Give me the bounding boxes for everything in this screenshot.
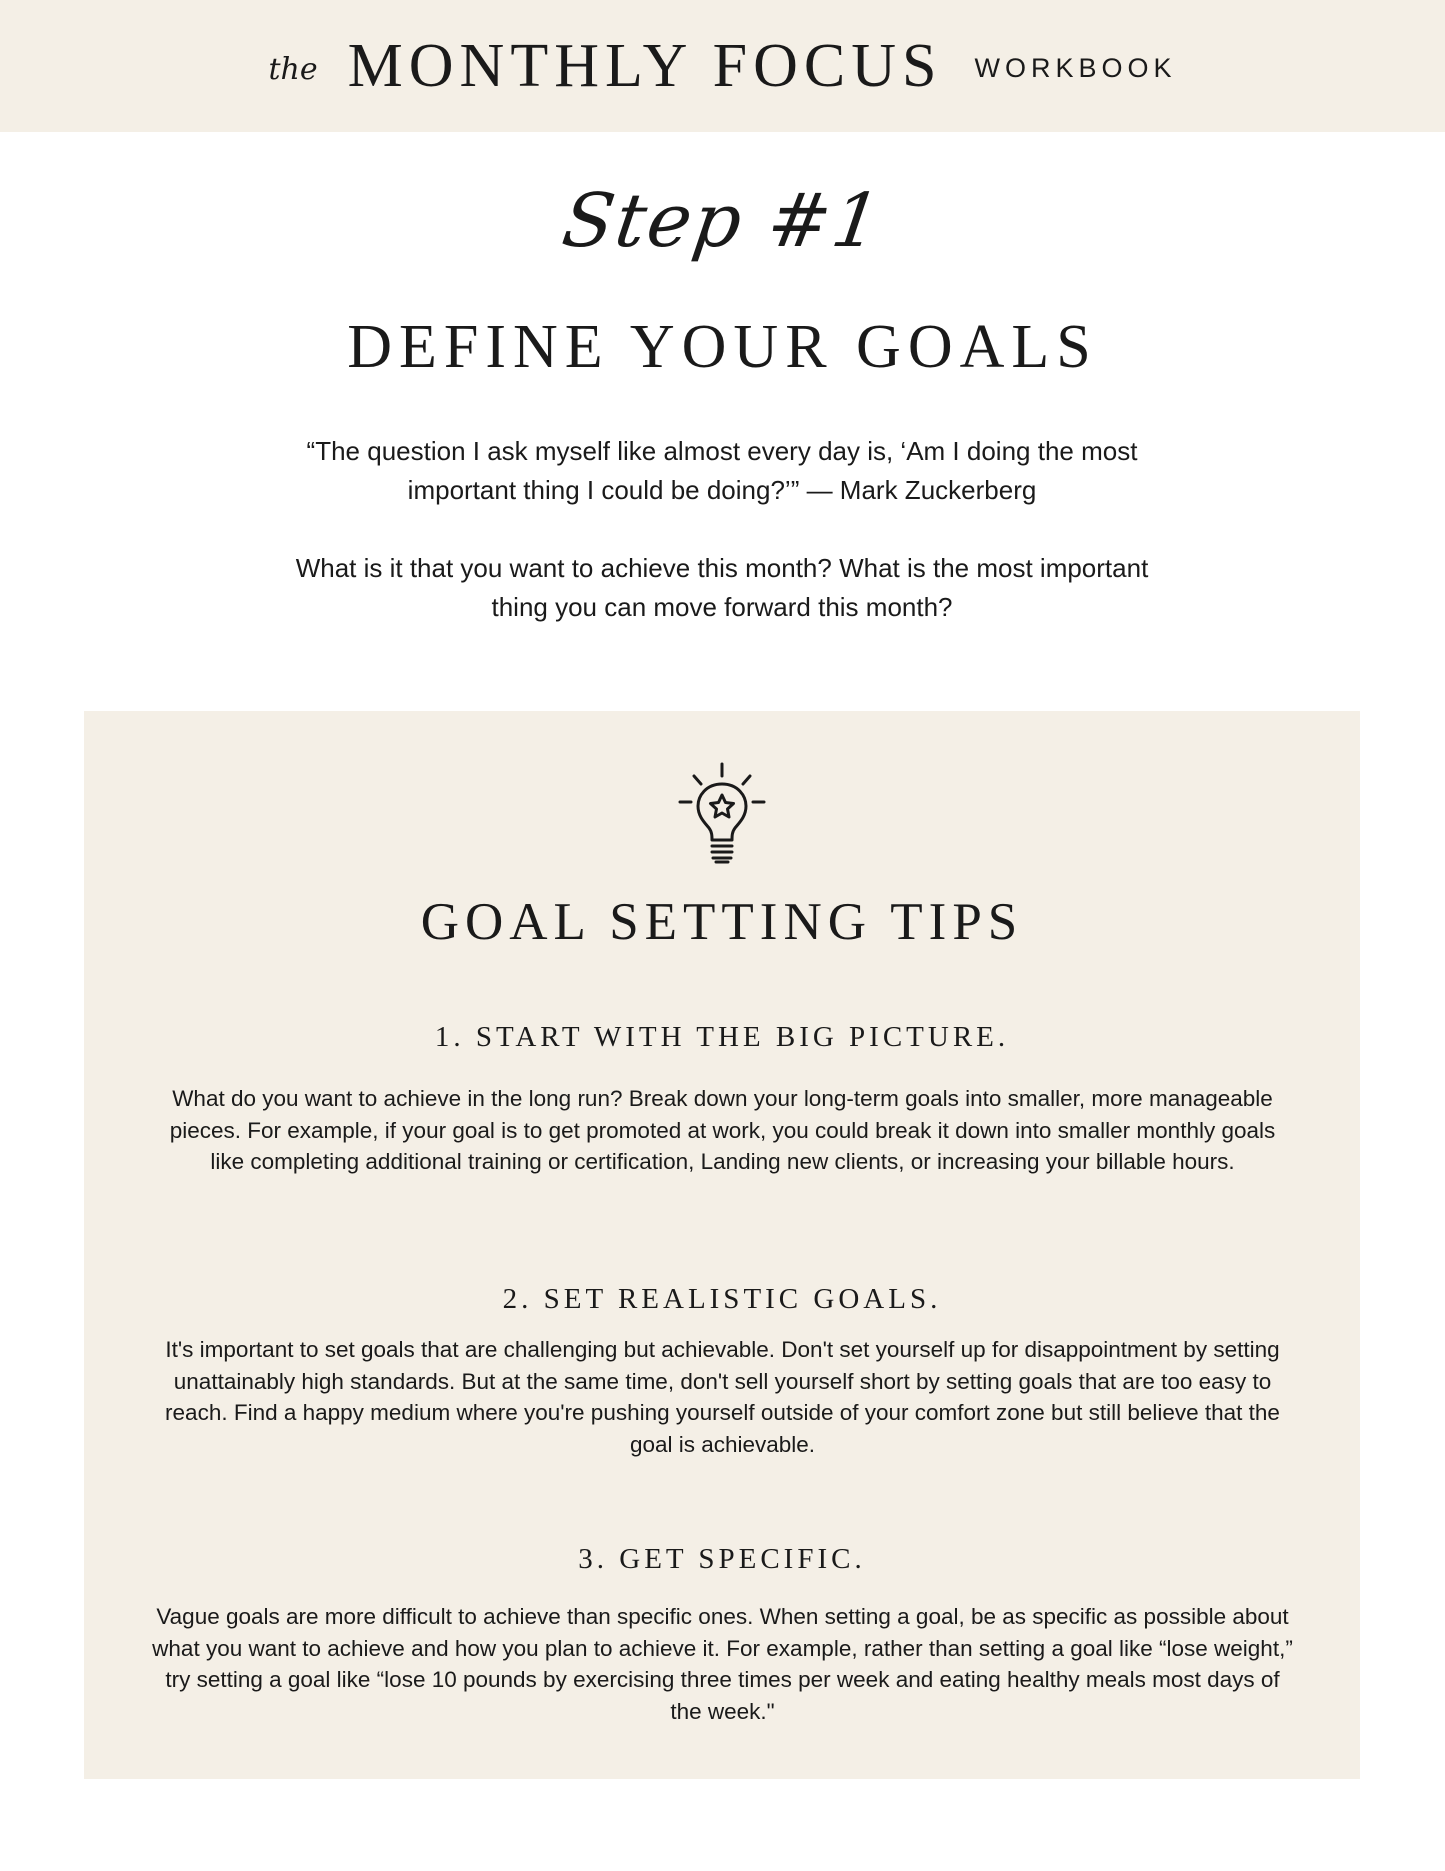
intro-quote: “The question I ask myself like almost every day is, ‘Am I doing the most important thing I could be doing?’” — Mark Zuckerberg: [306, 436, 1138, 505]
intro-text: [272, 432, 1172, 666]
brand-subtitle: WORKBOOK: [974, 52, 1177, 83]
page-title: DEFINE YOUR GOALS: [347, 313, 1098, 381]
tips-title: GOAL SETTING TIPS: [420, 893, 1024, 951]
tip-heading-2: 2. SET REALISTIC GOALS.: [502, 1283, 942, 1315]
tip-heading-1: 1. START WITH THE BIG PICTURE.: [434, 1021, 1010, 1053]
tip-heading-3: 3. GET SPECIFIC.: [578, 1543, 866, 1575]
lightbulb-star-icon: [676, 762, 768, 872]
tip-body-2: It's important to set goals that are challenging but achievable. Don't set yourself up for disappointment by setting unattainably high standards. But at the same time, don't sell yourself short by setting goals that are too easy to reach. Find a happy medium where you're pushing yourself outside of your comfort zone but still believe that the goal is achievable.: [165, 1337, 1280, 1457]
step-label: Step #1: [557, 178, 888, 264]
tip-body-3: Vague goals are more difficult to achieve than specific ones. When setting a goal, be as specific as possible about what you want to achieve and how you plan to achieve it. For example, rather than setting a goal like “lose weight,” try setting a goal like “lose 10 pounds by exercising three times per week and eating healthy meals most days of the week.": [152, 1604, 1293, 1724]
brand-the: the: [268, 51, 318, 87]
intro-question: What is it that you want to achieve this month? What is the most important thing you can move forward this month?: [295, 553, 1149, 622]
page-header: [0, 0, 1445, 132]
tip-body-1: What do you want to achieve in the long run? Break down your long-term goals into smaller, more manageable pieces. For example, if your goal is to get promoted at work, you could break it down into smaller monthly goals like completing additional training or certification, Landing new clients, or increasing your billable hours.: [169, 1086, 1276, 1174]
brand-title: MONTHLY FOCUS: [347, 31, 943, 100]
